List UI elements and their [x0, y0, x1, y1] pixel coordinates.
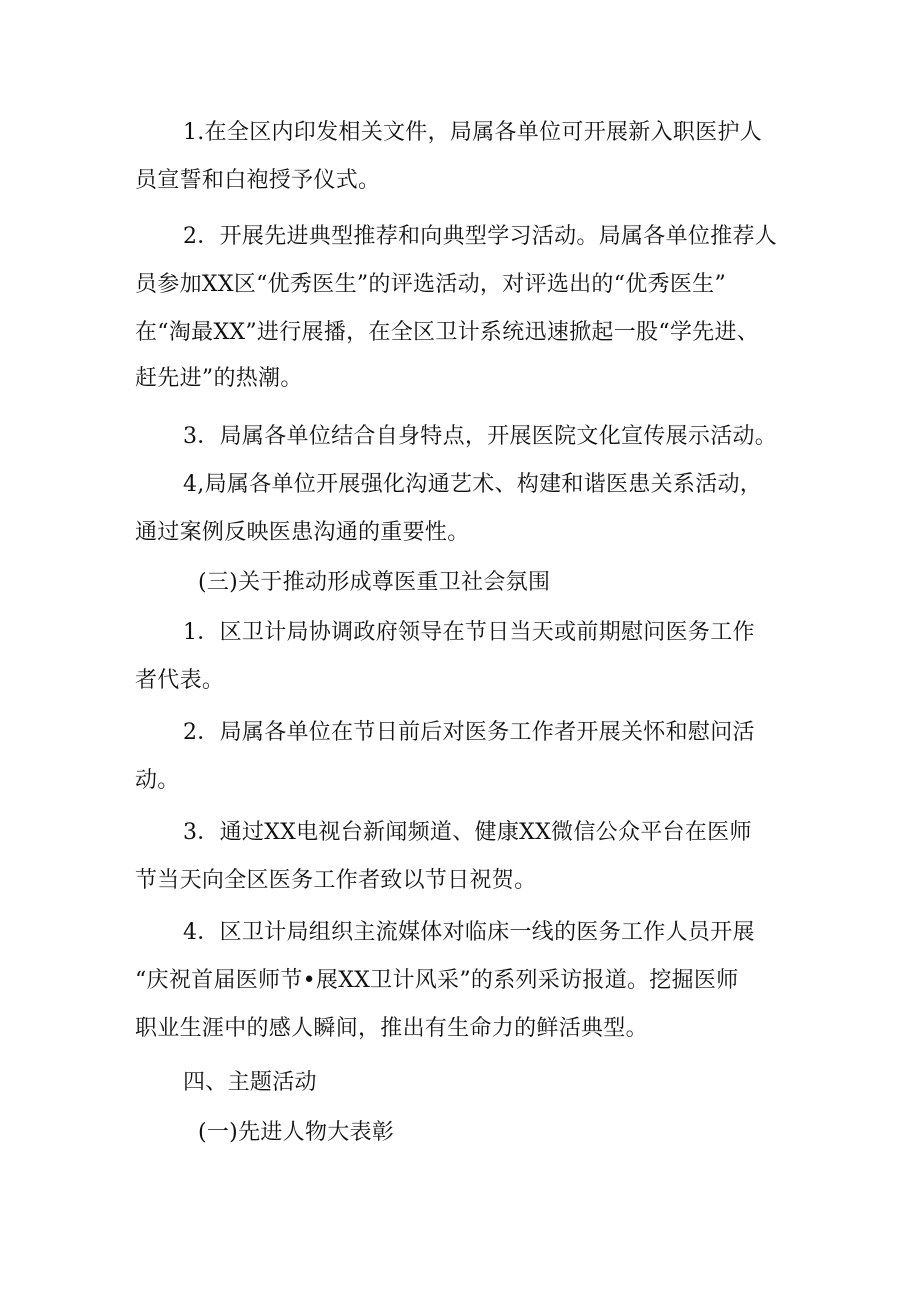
- section-heading-3: (三)关于推动形成尊医重卫社会氛围: [198, 570, 551, 595]
- para-6-line-2: 动。: [135, 768, 180, 793]
- para-6-line-1: 2．局属各单位在节日前后对医务工作者开展关怀和慰问活: [183, 720, 755, 745]
- para-1-line-1: 1.在全区内印发相关文件，局属各单位可开展新入职医护人: [183, 120, 763, 145]
- para-2-line-4: 赶先进”的热潮。: [135, 366, 303, 391]
- para-4-line-2: 通过案例反映医患沟通的重要性。: [135, 520, 470, 545]
- para-3-line-1: 3．局属各单位结合自身特点，开展医院文化宣传展示活动。: [183, 424, 778, 449]
- para-4-line-1: 4,局属各单位开展强化沟通艺术、构建和谐医患关系活动，: [183, 472, 763, 497]
- subsection-heading-1: (一)先进人物大表彰: [198, 1120, 395, 1145]
- para-1-line-2: 员宣誓和白袍授予仪式。: [135, 168, 381, 193]
- para-8-line-1: 4．区卫计局组织主流媒体对临床一线的医务工作人员开展: [183, 920, 755, 945]
- para-7-line-2: 节当天向全区医务工作者致以节日祝贺。: [135, 868, 537, 893]
- para-2-line-3: 在“淘最XX”进行展播，在全区卫计系统迅速掀起一股“学先进、: [135, 320, 760, 345]
- para-8-line-3: 职业生涯中的感人瞬间，推出有生命力的鲜活典型。: [135, 1016, 648, 1041]
- para-2-line-1: 2．开展先进典型推荐和向典型学习活动。局属各单位推荐人: [183, 224, 778, 249]
- para-5-line-1: 1．区卫计局协调政府领导在节日当天或前期慰问医务工作: [183, 620, 755, 645]
- para-8-line-2: “庆祝首届医师节•展XX卫计风采”的系列采访报道。挖掘医师: [135, 968, 739, 993]
- para-7-line-1: 3．通过XX电视台新闻频道、健康XX微信公众平台在医师: [183, 820, 752, 845]
- para-5-line-2: 者代表。: [135, 668, 225, 693]
- section-heading-4: 四、主题活动: [183, 1070, 317, 1095]
- para-2-line-2: 员参加XX区“优秀医生”的评选活动，对评选出的“优秀医生”: [135, 272, 727, 297]
